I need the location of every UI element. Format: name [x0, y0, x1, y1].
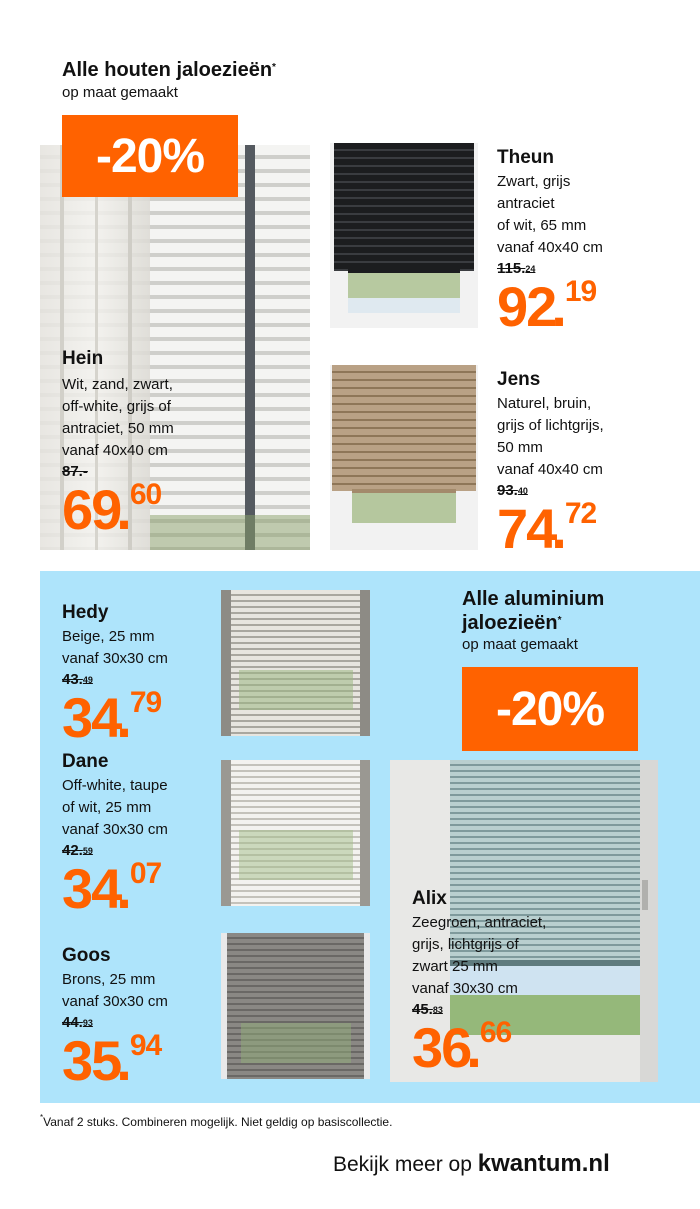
jens-price: 74.72 — [497, 497, 597, 560]
dane-blind-image — [221, 760, 370, 906]
theun-size: vanaf 40x40 cm — [497, 239, 603, 256]
aluminium-section-subtitle: op maat gemaakt — [462, 636, 578, 653]
footer-brand-link[interactable]: kwantum.nl — [477, 1150, 610, 1177]
hein-desc-2: off-white, grijs of — [62, 398, 171, 415]
jens-name: Jens — [497, 369, 541, 390]
goos-photo — [221, 933, 370, 1079]
product-jens — [497, 369, 697, 560]
alix-desc-2: grijs, lichtgrijs of — [412, 936, 519, 953]
alix-price: 36.66 — [412, 1016, 512, 1079]
jens-photo — [330, 365, 478, 550]
theun-price: 92.19 — [497, 275, 597, 338]
hein-old-price: 87.- — [62, 463, 88, 480]
alix-desc-3: zwart 25 mm — [412, 958, 498, 975]
hein-price: 69.60 — [62, 478, 162, 541]
alix-name: Alix — [412, 888, 447, 909]
wood-discount-badge: -20% — [62, 115, 238, 197]
product-theun — [497, 147, 697, 338]
product-hein — [62, 348, 302, 541]
product-alix — [412, 888, 652, 1079]
theun-blind-image — [330, 143, 478, 328]
theun-name: Theun — [497, 147, 554, 168]
jens-blind-image — [330, 365, 478, 550]
goos-price: 35.94 — [62, 1029, 162, 1092]
product-dane — [62, 751, 232, 920]
product-goos — [62, 945, 222, 1092]
jens-size: vanaf 40x40 cm — [497, 461, 603, 478]
jens-desc-3: 50 mm — [497, 439, 543, 456]
hedy-blind-image — [221, 590, 370, 736]
aluminium-section-title: Alle aluminium jaloezieën* — [462, 588, 605, 634]
hedy-photo — [221, 590, 370, 736]
footer-cta-text: Bekijk meer op — [333, 1153, 478, 1176]
alix-size: vanaf 30x30 cm — [412, 980, 518, 997]
goos-name: Goos — [62, 945, 111, 966]
theun-desc-3: of wit, 65 mm — [497, 217, 587, 234]
footnote: *Vanaf 2 stuks. Combineren mogelijk. Niet geldig op basiscollectie. — [40, 1113, 393, 1129]
dane-desc-2: of wit, 25 mm — [62, 799, 152, 816]
goos-blind-image — [221, 933, 370, 1079]
wood-section-title: Alle houten jaloezieën* — [62, 59, 276, 81]
hedy-price: 34.79 — [62, 686, 162, 749]
hein-name: Hein — [62, 348, 104, 369]
goos-old-price: 44.93 — [62, 1014, 93, 1031]
goos-desc-1: Brons, 25 mm — [62, 971, 156, 988]
hedy-name: Hedy — [62, 602, 109, 623]
alix-old-price: 45.83 — [412, 1001, 443, 1018]
hedy-old-price: 43.49 — [62, 671, 93, 688]
theun-old-price: 115.24 — [497, 260, 536, 277]
wood-section-subtitle: op maat gemaakt — [62, 84, 178, 101]
hedy-size: vanaf 30x30 cm — [62, 650, 168, 667]
jens-desc-2: grijs of lichtgrijs, — [497, 417, 604, 434]
jens-desc-1: Naturel, bruin, — [497, 395, 592, 412]
dane-size: vanaf 30x30 cm — [62, 821, 168, 838]
hein-desc-1: Wit, zand, zwart, — [62, 376, 173, 393]
dane-photo — [221, 760, 370, 906]
dane-name: Dane — [62, 751, 109, 772]
theun-photo — [330, 143, 478, 328]
aluminium-discount-badge: -20% — [462, 667, 638, 751]
alix-desc-1: Zeegroen, antraciet, — [412, 914, 547, 931]
dane-desc-1: Off-white, taupe — [62, 777, 168, 794]
jens-old-price: 93.40 — [497, 482, 528, 499]
dane-price: 34.07 — [62, 857, 162, 920]
hein-size: vanaf 40x40 cm — [62, 442, 168, 459]
hein-desc-3: antraciet, 50 mm — [62, 420, 174, 437]
footer-cta[interactable] — [333, 1150, 610, 1178]
dane-old-price: 42.59 — [62, 842, 93, 859]
theun-desc-2: antraciet — [497, 195, 555, 212]
product-hedy — [62, 602, 222, 749]
theun-desc-1: Zwart, grijs — [497, 173, 571, 190]
goos-size: vanaf 30x30 cm — [62, 993, 168, 1010]
hedy-desc-1: Beige, 25 mm — [62, 628, 155, 645]
